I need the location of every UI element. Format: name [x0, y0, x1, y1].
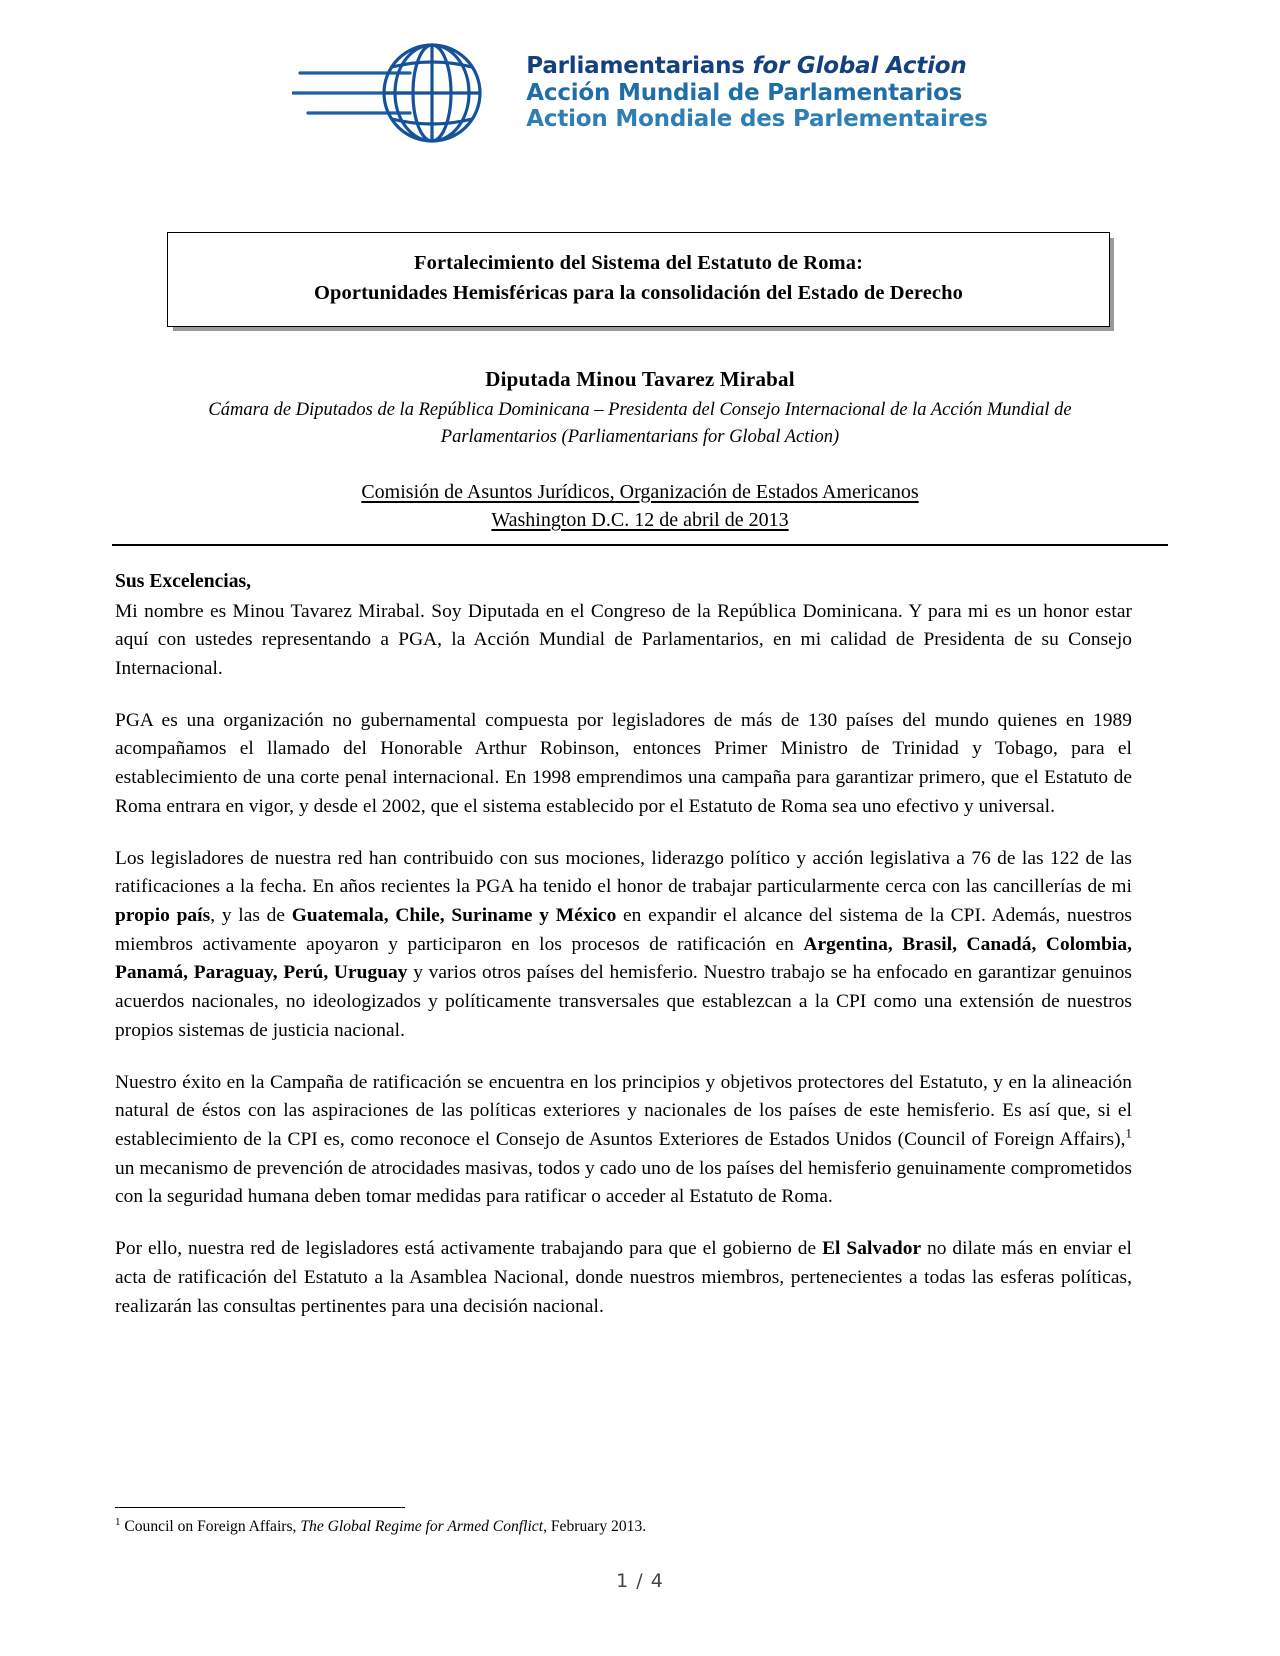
globe-icon	[292, 37, 512, 149]
p3-bold-propio-pais: propio país	[115, 905, 211, 926]
paragraph-3	[115, 845, 1132, 1046]
logo-line-english	[526, 53, 987, 80]
logo-wordmark	[526, 53, 987, 133]
paragraph-5	[115, 1235, 1132, 1321]
title-box-container	[167, 232, 1110, 327]
paragraph-1: Mi nombre es Minou Tavarez Mirabal. Soy Diputada en el Congreso de la República Dominicana. Y para mi es un honor estar aquí con ustedes representando a PGA, la Acción Mundial de Parlamentarios, en mi calidad de Presidenta de su Consejo Internacional.	[115, 600, 1132, 679]
p5-bold-el-salvador: El Salvador	[822, 1238, 922, 1260]
logo-line-french: Action Mondiale des Parlementaires	[526, 106, 988, 133]
salutation: Sus Excelencias,	[115, 570, 252, 592]
p3-segment-d: y varios otros países del hemisferio. Nuestro trabajo se ha enfocado en garantizar genuinos acuerdos nacionales, no ideologizados y políticamente transversales que establezcan a la CPI como una extensión de nuestros propios sistemas de justicia nacional.	[115, 962, 1132, 1041]
footnote-date: , February 2013.	[543, 1518, 647, 1536]
paragraph-4	[115, 1069, 1132, 1213]
footnote-author: Council on Foreign Affairs,	[120, 1518, 301, 1536]
page-title-line-2: Oportunidades Hemisféricas para la consolidación del Estado de Derecho	[314, 281, 963, 304]
venue-date-text: Washington D.C. 12 de abril de 2013	[491, 509, 789, 532]
p5-segment-a: Por ello, nuestra red de legisladores está activamente trabajando para que el gobierno de	[115, 1238, 823, 1260]
author-block	[150, 365, 1130, 450]
document-title-box	[167, 232, 1110, 327]
logo-line1-bold: Parliamentarians	[526, 52, 753, 79]
page-number-footer: 1 / 4	[616, 1570, 664, 1592]
p3-segment-b: , y las de	[210, 905, 292, 926]
venue-organization	[0, 478, 1280, 506]
author-name: Diputada Minou Tavarez Mirabal	[485, 366, 795, 391]
logo-line1-italic: for Global Action	[752, 52, 967, 79]
venue-block	[0, 478, 1280, 535]
p3-bold-countries-2: Argentina, Brasil, Canadá, Colombia, Panamá, Paraguay, Perú, Uruguay	[115, 933, 1132, 984]
pga-logo	[292, 37, 987, 149]
footnote-title: The Global Regime for Armed Conflict	[300, 1518, 544, 1536]
p4-segment-a: Nuestro éxito en la Campaña de ratificación se encuentra en los principios y objetivos protectores del Estatuto, y en la alineación natural de éstos con las aspiraciones de las políticas exteriores y nacionales de los países de este hemisferio. Es así que, si el establecimiento de la CPI es, como reconoce el Consejo de Asuntos Exteriores de Estados Unidos (Council of Foreign Affairs),	[115, 1071, 1132, 1151]
p3-bold-countries-1: Guatemala, Chile, Suriname y México	[291, 905, 617, 926]
footnote-separator	[115, 1507, 405, 1508]
p3-segment-c: en expandir el alcance del sistema de la CPI. Además, nuestros miembros activamente apoyaron y participaron en los procesos de ratificación en	[115, 905, 1132, 955]
venue-date	[0, 506, 1280, 534]
paragraph-2: PGA es una organización no gubernamental compuesta por legisladores de más de 130 países del mundo quienes en 1989 acompañamos el llamado del Honorable Arthur Robinson, entonces Primer Ministro de Trinidad y Tobago, para el establecimiento de una corte penal internacional. En 1998 emprendimos una campaña para garantizar primero, que el Estatuto de Roma entrara en vigor, y desde el 2002, que el sistema establecido por el Estatuto de Roma sea uno efectivo y universal.	[115, 709, 1132, 817]
p3-segment-a: Los legisladores de nuestra red han contribuido con sus mociones, liderazgo político y acción legislativa a 76 de las 122 de las ratificaciones a la fecha. En años recientes la PGA ha tenido el honor de trabajar particularmente cerca con las cancillerías de mi	[115, 847, 1132, 898]
footnote-1	[115, 1516, 1132, 1538]
footnote-number: 1	[115, 1515, 121, 1528]
footnote-reference-1[interactable]: 1	[1125, 1126, 1132, 1141]
p4-segment-b: un mecanismo de prevención de atrocidades masivas, todos y cado uno de los países del hemisferio genuinamente comprometidos con la seguridad humana deben tomar medidas para ratificar o acceder al Estatuto de Roma.	[115, 1157, 1132, 1208]
p5-segment-b: no dilate más en enviar el acta de ratificación del Estatuto a la Asamblea Nacional, donde nuestros miembros, pertenecientes a todas las esferas políticas, realizarán las consultas pertinentes para una decisión nacional.	[115, 1238, 1132, 1317]
document-header	[0, 0, 1280, 160]
logo-line-spanish: Acción Mundial de Parlamentarios	[526, 79, 963, 106]
page-title-line-1: Fortalecimiento del Sistema del Estatuto de Roma:	[414, 252, 863, 274]
venue-organization-text: Comisión de Asuntos Jurídicos, Organización de Estados Americanos	[361, 480, 919, 503]
document-body	[115, 546, 1132, 1322]
footnote-area	[115, 1507, 1132, 1538]
author-affiliation: Cámara de Diputados de la República Dominicana – Presidenta del Consejo Internacional de la Acción Mundial de Parlamentarios (Parliamentarians for Global Action)	[208, 400, 1072, 447]
